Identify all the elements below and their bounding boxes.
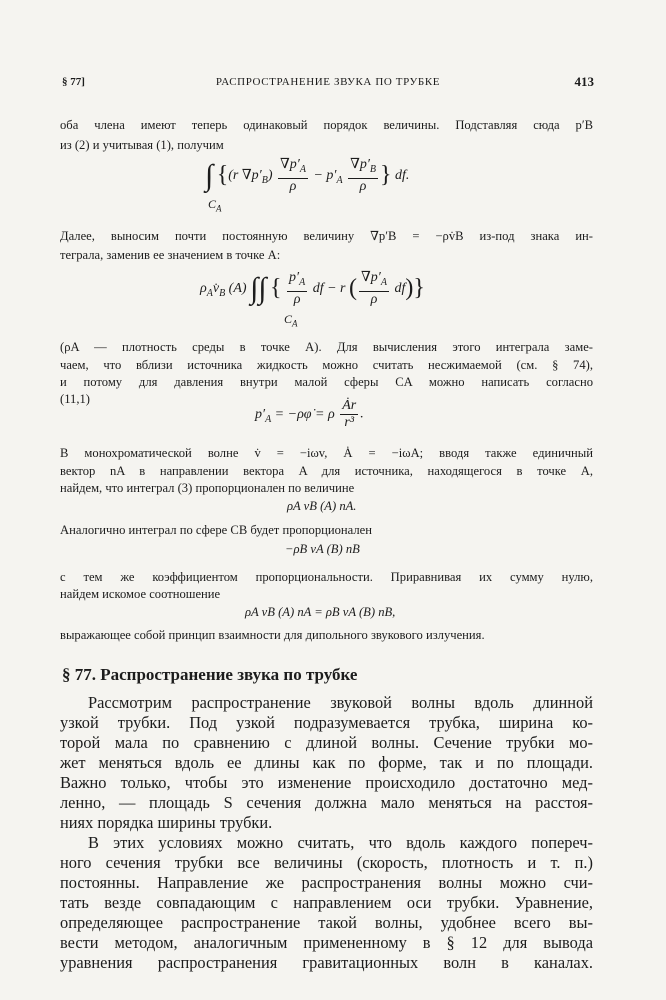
paragraph-line: Рассмотрим распространение звуковой волны вдоль длинной: [88, 693, 593, 712]
paragraph-line: тать везде совпадающим с направлением оси трубки. Уравнение,: [60, 893, 593, 912]
text-line: найдем искомое соотношение: [60, 587, 221, 601]
text-line: оба члена имеют теперь одинаковый порядок величины. Подставляя сюда p′B: [60, 118, 593, 132]
text-line: выражающее собой принцип взаимности для дипольного звукового излучения.: [60, 628, 485, 642]
header-title: РАСПРОСТРАНЕНИЕ ЗВУКА ПО ТРУБКЕ: [215, 76, 441, 88]
paragraph-line: узкой трубки. Под узкой подразумевается трубка, ширина ко-: [60, 713, 593, 732]
paragraph-line: торой мала по сравнению с длиной волны. Сечение трубки мо-: [60, 733, 593, 752]
formula-integral-2: $\rho_Av̇_B$ (A) ∫∫ { $\frac{p'_A}{\rho}$ df − r ( $\frac{\nabla p'_A}{\rho}$ df)} $C_A$: [200, 269, 425, 329]
header-section-ref: § 77]: [62, 76, 85, 88]
page-number: 413: [574, 74, 594, 89]
formula-proportional-1: ρA vB (A) nA.: [287, 499, 357, 513]
text-line: с тем же коэффициентом пропорциональности. Приравнивая их сумму нулю,: [60, 570, 593, 584]
text-line: Далее, выносим почти постоянную величину ∇p′B = −ρv̇B из-под знака ин-: [60, 229, 593, 243]
paragraph-line: ниях порядка ширины трубки.: [60, 813, 273, 832]
paragraph-line: уравнения распространения гравитационных волн в каналах.: [60, 953, 593, 972]
running-header: [62, 74, 594, 92]
text-line: В монохроматической волне v̇ = −iωv, Ȧ = −iωA; вводя также единичный: [60, 446, 593, 460]
text-line: из (2) и учитывая (1), получим: [60, 138, 224, 152]
section-heading: § 77. Распространение звука по трубке: [62, 665, 358, 684]
paragraph-line: ленно, — площадь S сечения должна мало меняться на расстоя-: [60, 793, 593, 812]
formula-reciprocity: ρA vB (A) nA = ρB vA (B) nB,: [245, 605, 396, 619]
paragraph-line: Важно только, чтобы это изменение происходило достаточно мед-: [60, 773, 593, 792]
paragraph-line: вести методом, аналогичным примененному в § 12 для вывода: [60, 933, 593, 952]
formula-pressure: $p'_A$ = −ρφ̇ = ρ $\frac{Ȧr}{\text{r³}}$ .: [255, 398, 364, 430]
formula-integral-1: ∫ {(r $\nabla p'_B$) $\frac{\nabla p'_A}{\rho}$ − $p'_A$ $\frac{\nabla p'_B}{\rho}$ } df. $C_A$: [205, 156, 410, 214]
text-line: теграла, заменив ее значением в точке A:: [60, 248, 281, 262]
text-line: найдем, что интеграл (3) пропорционален по величине: [60, 481, 355, 495]
formula-proportional-2: −ρB vA (B) nB: [285, 542, 360, 556]
paragraph-line: постоянны. Направление же распространения волны можно счи-: [60, 873, 593, 892]
paragraph-line: В этих условиях можно считать, что вдоль каждого попереч-: [88, 833, 593, 852]
text-line: Аналогично интеграл по сфере CB будет пропорционален: [60, 523, 372, 537]
text-line: и потому для давления внутри малой сферы CA можно написать согласно: [60, 375, 593, 389]
text-line: чаем, что вблизи источника жидкость можно считать несжимаемой (см. § 74),: [60, 358, 593, 372]
paragraph-line: жет меняться вдоль ее длины как по форме, так и по площади.: [60, 753, 593, 772]
text-line: вектор nA в направлении вектора A для источника, находящегося в точке A,: [60, 464, 593, 478]
paragraph-line: определяющее распространение такой волны, удобнее всего вы-: [60, 913, 593, 932]
text-line: (ρA — плотность среды в точке A). Для вычисления этого интеграла заме-: [60, 340, 593, 354]
paragraph-line: ного сечения трубки все величины (скорость, плотность и т. п.): [60, 853, 593, 872]
text-line: (11,1): [60, 392, 90, 406]
